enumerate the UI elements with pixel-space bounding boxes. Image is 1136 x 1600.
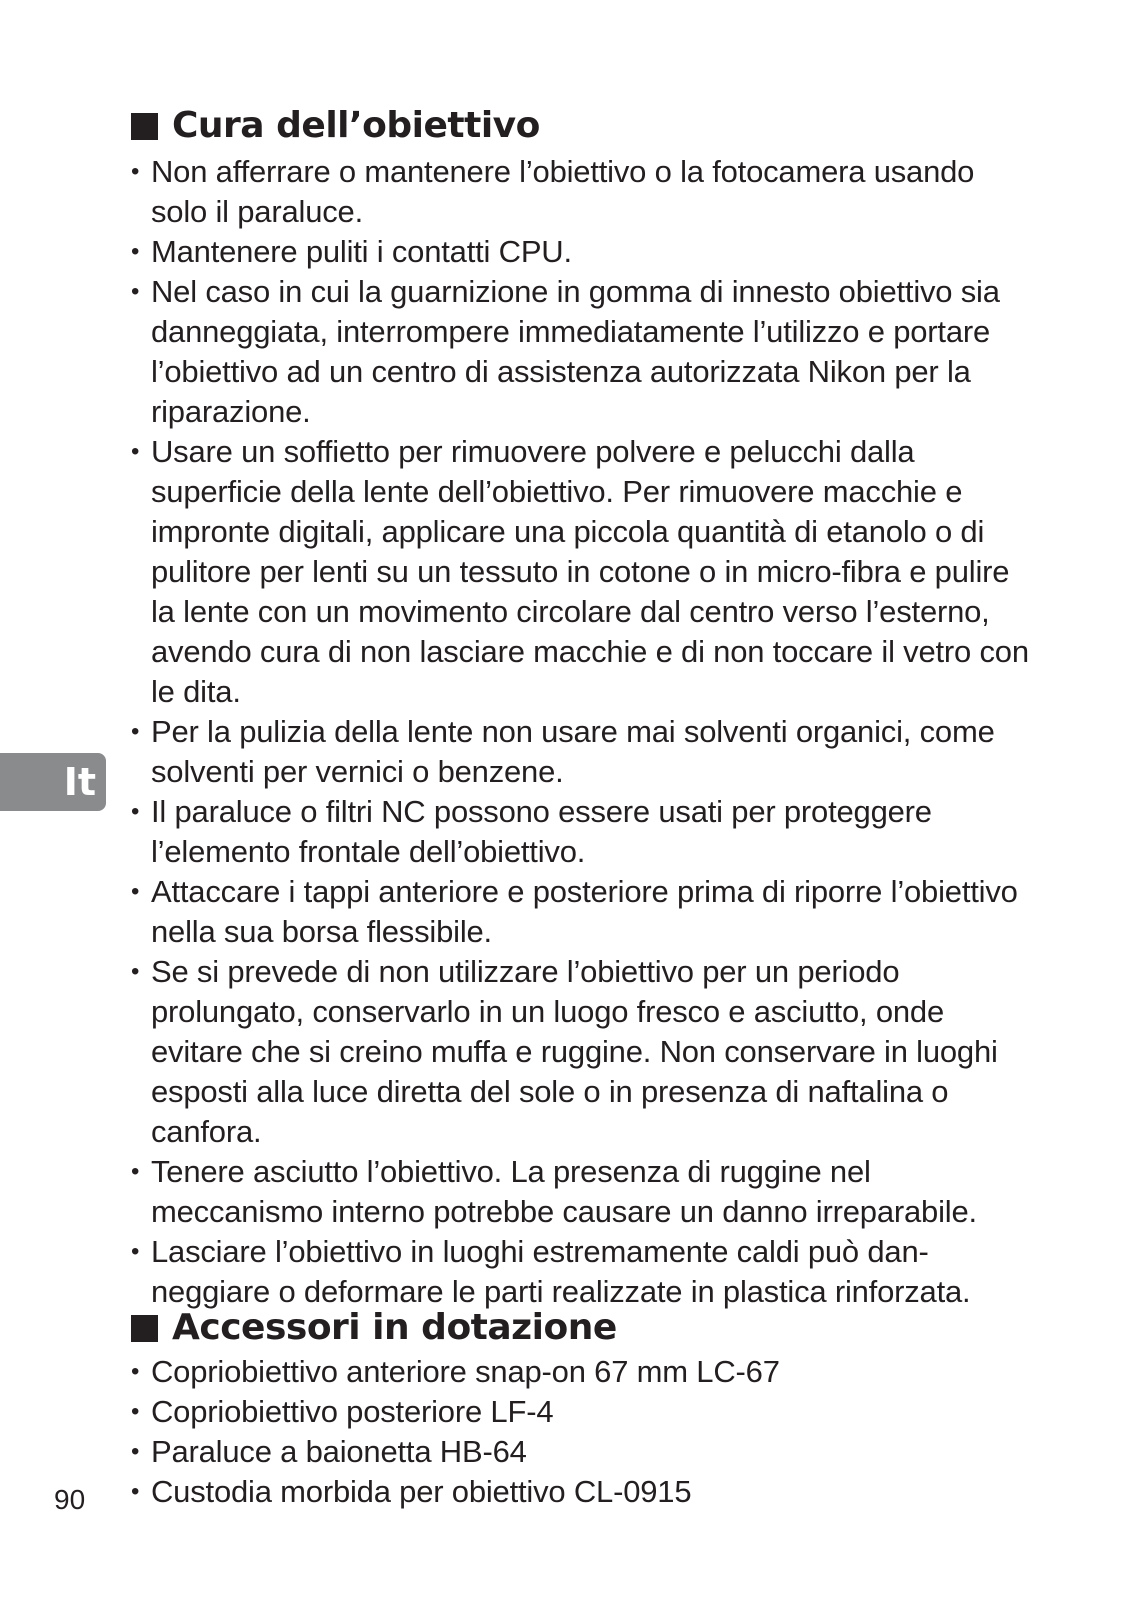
list-item (131, 1352, 1031, 1392)
list-item-text: Nel caso in cui la guarnizione in gomma di innesto obiettivo sia danneggiata, interrompere immediatamente l’utilizzo e portare l’obiettivo ad un centro di assistenza autorizzata Nikon per la riparazione. (151, 274, 1000, 429)
care-list (131, 152, 1031, 1312)
square-bullet-icon (131, 1315, 158, 1342)
list-item-text: Non afferrare o mantenere l’obiettivo o la fotocamera usando solo il paraluce. (151, 154, 975, 229)
list-item (131, 872, 1031, 952)
list-item-text: Attaccare i tappi anteriore e posteriore prima di riporre l’obiettivo nella sua borsa flessibile. (151, 874, 1018, 949)
language-tab: It (0, 753, 106, 811)
accessories-list (131, 1352, 1031, 1512)
bullet-dot-icon: • (131, 158, 140, 185)
list-item (131, 152, 1031, 232)
list-item (131, 792, 1031, 872)
section-heading (131, 104, 1031, 148)
list-item-text: Il paraluce o filtri NC possono essere usati per proteggere l’elemento frontale dell’obiettivo. (151, 794, 932, 869)
list-item (131, 1232, 1031, 1312)
bullet-dot-icon: • (131, 958, 140, 985)
list-item (131, 232, 1031, 272)
list-item-text: Paraluce a baionetta HB-64 (151, 1434, 527, 1469)
list-item-text: Custodia morbida per obiettivo CL-0915 (151, 1474, 692, 1509)
bullet-dot-icon: • (131, 798, 140, 825)
section-supplied-accessories (131, 1306, 1031, 1512)
section-lens-care (131, 104, 1031, 1312)
list-item (131, 1472, 1031, 1512)
list-item (131, 952, 1031, 1152)
bullet-dot-icon: • (131, 278, 140, 305)
list-item-text: Mantenere puliti i contatti CPU. (151, 234, 572, 269)
section-heading (131, 1306, 1031, 1350)
section-title-text: Cura dell’obiettivo (172, 105, 540, 146)
bullet-dot-icon: • (131, 438, 140, 465)
list-item (131, 1152, 1031, 1232)
list-item-text: Copriobiettivo anteriore snap-on 67 mm LC-67 (151, 1354, 780, 1389)
bullet-dot-icon: • (131, 1238, 140, 1265)
list-item (131, 432, 1031, 712)
list-item-text: Copriobiettivo posteriore LF-4 (151, 1394, 554, 1429)
bullet-dot-icon: • (131, 1158, 140, 1185)
list-item-text: Tenere asciutto l’obiettivo. La presenza di ruggine nel meccanismo interno potrebbe causare un danno irreparabile. (151, 1154, 977, 1229)
page-number: 90 (54, 1484, 86, 1515)
list-item-text: Per la pulizia della lente non usare mai solventi organici, come solventi per vernici o benzene. (151, 714, 995, 789)
list-item-text: Lasciare l’obiettivo in luoghi estremamente caldi può danneggiare o deformare le parti realizzate in plastica rinforzata. (151, 1234, 971, 1309)
bullet-dot-icon: • (131, 1358, 140, 1385)
square-bullet-icon (131, 113, 158, 140)
bullet-dot-icon: • (131, 718, 140, 745)
bullet-dot-icon: • (131, 1438, 140, 1465)
bullet-dot-icon: • (131, 1398, 140, 1425)
bullet-dot-icon: • (131, 878, 140, 905)
list-item (131, 1392, 1031, 1432)
bullet-dot-icon: • (131, 238, 140, 265)
list-item (131, 1432, 1031, 1472)
list-item-text: Usare un soffietto per rimuovere polvere e pelucchi dalla superficie della lente dell’obiettivo. Per rimuovere macchie e impronte digitali, applicare una piccola quantità di etanolo o di pulitore per lenti su un tessuto in cotone o in micro-fibra e pulire la lente con un movimento circolare dal centro verso l’esterno, avendo cura di non lasciare macchie e di non toccare il vetro con le dita. (151, 434, 1029, 709)
list-item (131, 712, 1031, 792)
list-item-text: Se si prevede di non utilizzare l’obiettivo per un periodo prolungato, conservarlo in un luogo fresco e asciutto, onde evitare che si creino muffa e ruggine. Non conservare in luoghi esposti alla luce diretta del sole o in presenza di naftalina o canfora. (151, 954, 998, 1149)
bullet-dot-icon: • (131, 1478, 140, 1505)
section-title-text: Accessori in dotazione (172, 1307, 617, 1348)
list-item (131, 272, 1031, 432)
